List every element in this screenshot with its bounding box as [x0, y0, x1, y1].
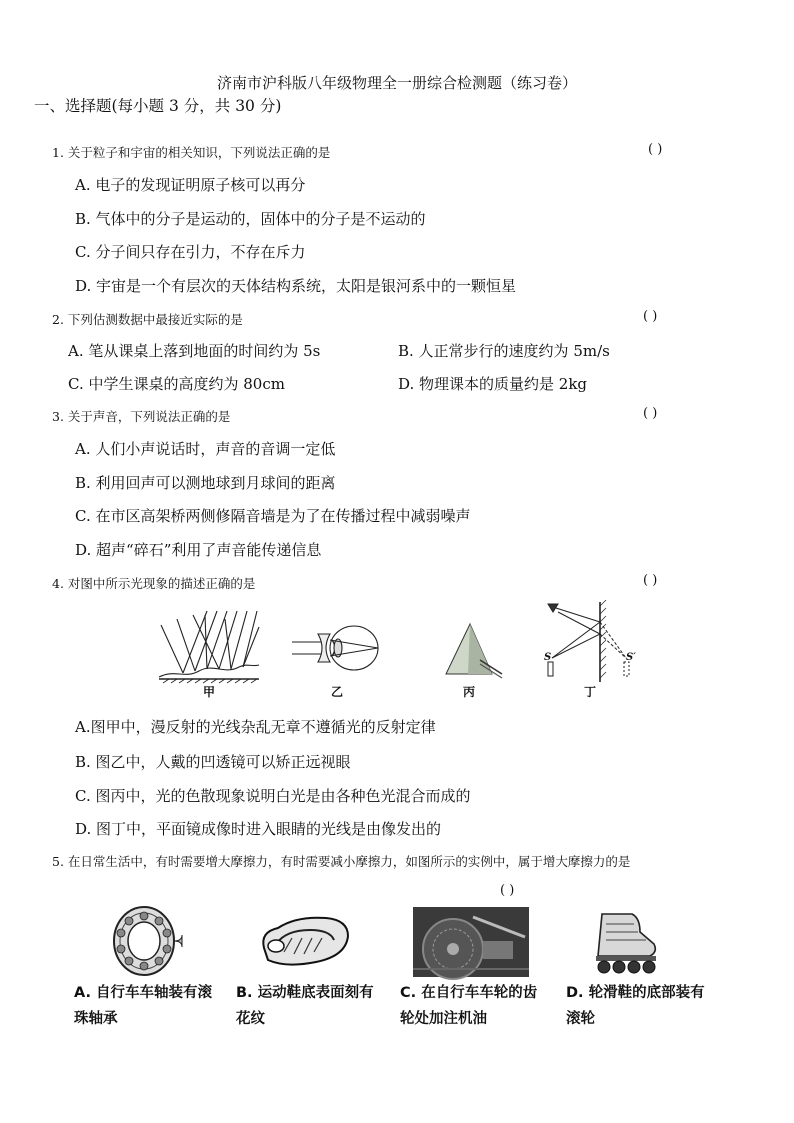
- question-5-option-b: B. 运动鞋底表面刻有花纹: [236, 985, 374, 1027]
- image-ball-bearing: [104, 905, 188, 977]
- question-2-option-a: A. 笔从课桌上落到地面的时间约为 5s: [68, 342, 321, 360]
- image-bicycle-gear: [413, 907, 529, 977]
- question-1-stem: 1. 关于粒子和宇宙的相关知识，下列说法正确的是: [52, 145, 331, 160]
- question-1-answer-blank[interactable]: ( ): [648, 142, 663, 157]
- question-2-option-b: B. 人正常步行的速度约为 5m/s: [398, 342, 610, 360]
- figure-label-bing: 丙: [463, 685, 476, 699]
- question-2-stem: 2. 下列估测数据中最接近实际的是: [52, 312, 243, 327]
- question-5-stem: 5. 在日常生活中，有时需要增大摩擦力，有时需要减小摩擦力，如图所示的实例中，属于增大摩擦力的是: [52, 854, 631, 869]
- question-4-option-d: D. 图丁中，平面镜成像时进入眼睛的光线是由像发出的: [75, 820, 442, 838]
- page-title: 济南市沪科版八年级物理全一册综合检测题（练习卷）: [216, 74, 577, 92]
- question-3-stem: 3. 关于声音，下列说法正确的是: [52, 409, 231, 424]
- question-4-option-a: A.图甲中，漫反射的光线杂乱无章不遵循光的反射定律: [75, 718, 436, 736]
- question-2-answer-blank[interactable]: ( ): [643, 309, 658, 324]
- question-5-option-c: C. 在自行车车轮的齿轮处加注机油: [400, 985, 538, 1027]
- question-4-option-c: C. 图丙中，光的色散现象说明白光是由各种色光混合而成的: [75, 787, 471, 805]
- figure-label-jia: 甲: [203, 685, 216, 699]
- question-2-option-d: D. 物理课本的质量约是 2kg: [398, 375, 588, 393]
- figure-label-yi: 乙: [331, 685, 344, 699]
- question-1-option-b: B. 气体中的分子是运动的，固体中的分子是不运动的: [75, 210, 426, 228]
- question-3-option-d: D. 超声“碎石”利用了声音能传递信息: [75, 541, 322, 559]
- question-4-stem: 4. 对图中所示光现象的描述正确的是: [52, 576, 256, 591]
- question-3-answer-blank[interactable]: ( ): [643, 406, 658, 421]
- mirror-label-s: S: [544, 652, 552, 663]
- image-sneaker-sole: [256, 908, 354, 972]
- section-heading: 一、选择题(每小题 3 分，共 30 分): [34, 97, 282, 115]
- mirror-label-s-prime: S′: [626, 652, 636, 663]
- image-roller-skate: [588, 910, 664, 976]
- question-1-option-d: D. 宇宙是一个有层次的天体结构系统，太阳是银河系中的一颗恒星: [75, 277, 517, 295]
- question-5-option-d: D. 轮滑鞋的底部装有滚轮: [566, 985, 705, 1027]
- question-5-answer-blank[interactable]: ( ): [500, 883, 515, 898]
- question-1-option-a: A. 电子的发现证明原子核可以再分: [75, 176, 306, 194]
- figure-diffuse-reflection: [155, 605, 265, 695]
- figure-eye-concave-lens: [292, 618, 384, 680]
- question-4-answer-blank[interactable]: ( ): [643, 573, 658, 588]
- question-4-option-b: B. 图乙中，人戴的凹透镜可以矫正远视眼: [75, 753, 351, 771]
- question-3-option-c: C. 在市区高架桥两侧修隔音墙是为了在传播过程中减弱噪声: [75, 507, 471, 525]
- question-5-option-a: A. 自行车车轴装有滚珠轴承: [74, 985, 213, 1027]
- figure-label-ding: 丁: [584, 685, 597, 699]
- figure-prism-dispersion: [440, 620, 504, 682]
- question-2-option-c: C. 中学生课桌的高度约为 80cm: [68, 375, 285, 393]
- question-3-option-a: A. 人们小声说话时，声音的音调一定低: [75, 440, 336, 458]
- question-3-option-b: B. 利用回声可以测地球到月球间的距离: [75, 474, 336, 492]
- question-1-option-c: C. 分子间只存在引力，不存在斥力: [75, 243, 306, 261]
- figure-plane-mirror: [544, 600, 638, 684]
